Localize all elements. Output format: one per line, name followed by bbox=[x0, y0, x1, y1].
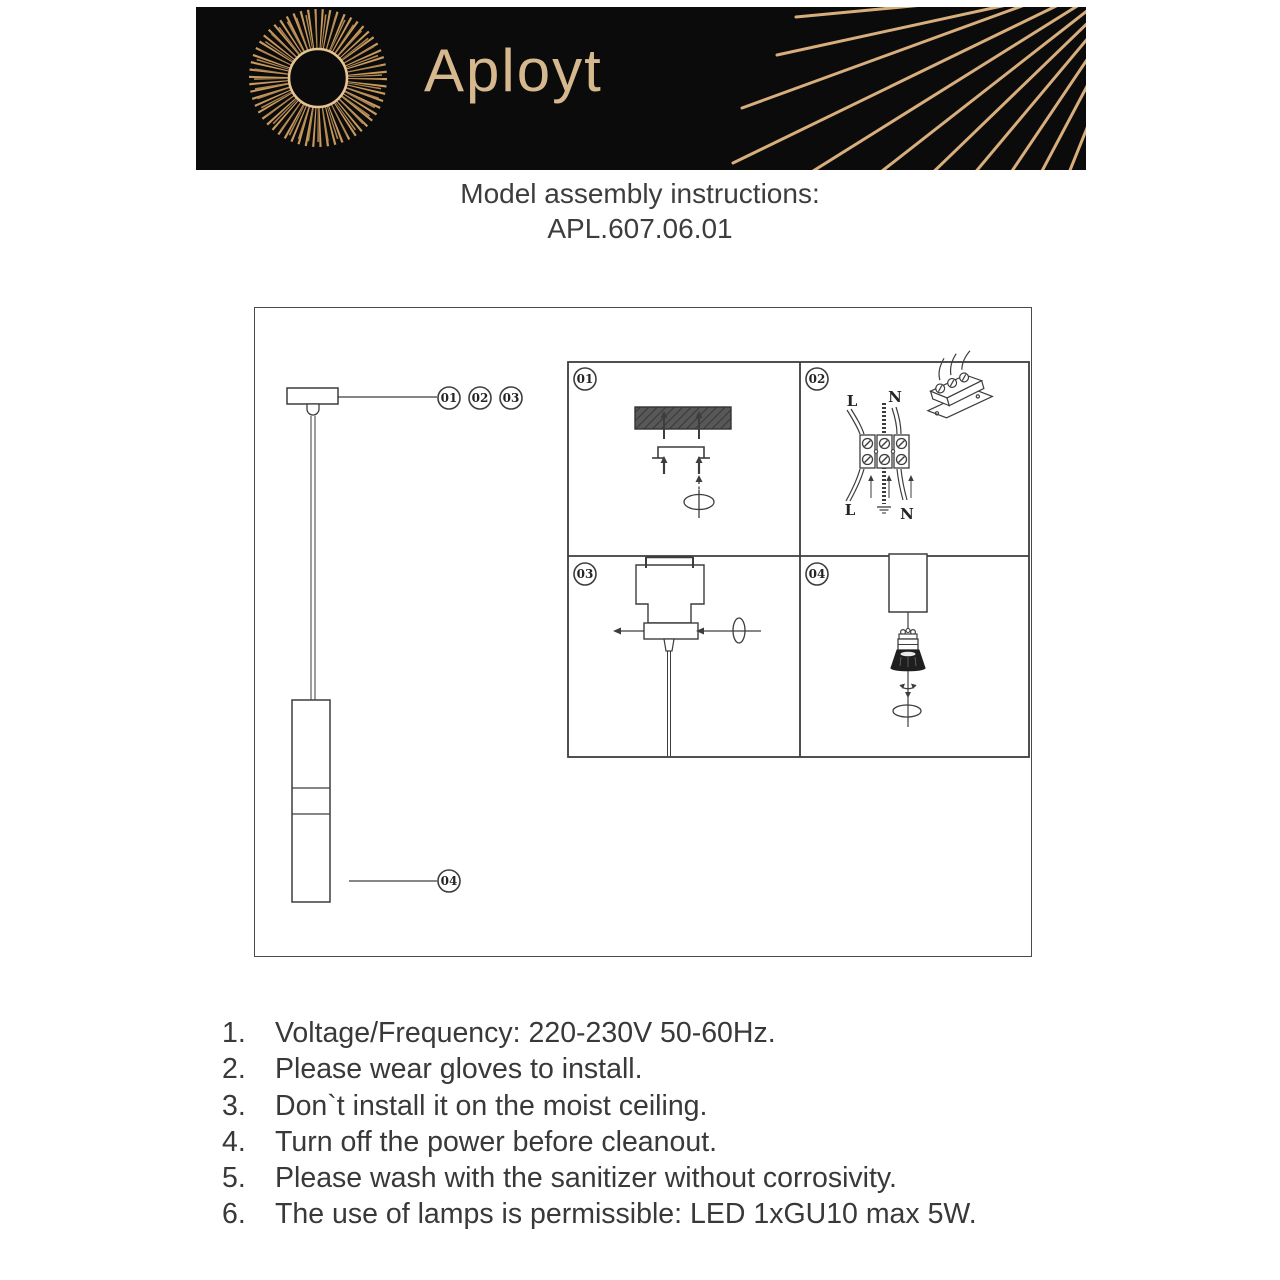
part-badge-01: 01 bbox=[440, 391, 458, 405]
model-number: APL.607.06.01 bbox=[547, 213, 733, 244]
assembly-diagram bbox=[254, 307, 1032, 957]
step-badge-01: 01 bbox=[576, 372, 594, 386]
wire-label-neutral-bottom: N bbox=[900, 505, 914, 523]
instruction-item bbox=[222, 1124, 1102, 1160]
instruction-number: 3. bbox=[222, 1089, 246, 1122]
screw-rotation-symbol bbox=[684, 475, 714, 518]
wire-label-live-top: L bbox=[846, 392, 858, 410]
instruction-item bbox=[222, 1160, 1102, 1196]
instruction-number: 4. bbox=[222, 1125, 246, 1158]
wire-label-live-bottom: L bbox=[844, 501, 856, 519]
step-badge-04: 04 bbox=[808, 567, 826, 581]
bulb-twist-symbol bbox=[893, 671, 921, 727]
part-badge-04: 04 bbox=[440, 874, 458, 888]
step-panel-03 bbox=[574, 557, 761, 756]
step-panel-04 bbox=[806, 554, 927, 727]
part-badge-03: 03 bbox=[502, 391, 520, 405]
part-badges-legend bbox=[438, 387, 522, 892]
cord-grip bbox=[664, 639, 674, 651]
instruction-item bbox=[222, 1051, 1102, 1087]
instruction-text: Voltage/Frequency: 220-230V 50-60Hz. bbox=[275, 1017, 776, 1049]
wire-direction-arrows bbox=[868, 475, 914, 498]
canopy-plate bbox=[644, 623, 698, 639]
instruction-item bbox=[222, 1088, 1102, 1124]
part-badge-02: 02 bbox=[471, 391, 489, 405]
ceiling-section bbox=[635, 407, 731, 429]
instruction-item bbox=[222, 1015, 1102, 1051]
instruction-item bbox=[222, 1196, 1102, 1232]
canopy-body bbox=[636, 565, 704, 623]
decorative-rays-icon bbox=[196, 7, 1086, 170]
brand-banner bbox=[196, 7, 1086, 170]
instruction-text: Please wear gloves to install. bbox=[275, 1053, 643, 1086]
instruction-text: Turn off the power before cleanout. bbox=[275, 1125, 718, 1158]
shade-tube bbox=[889, 554, 927, 612]
title-block bbox=[0, 176, 1280, 246]
step-panel-02 bbox=[806, 347, 995, 523]
instruction-text: The use of lamps is permissible: LED 1xGU10 max 5W. bbox=[275, 1198, 977, 1231]
step-badge-02: 02 bbox=[808, 372, 826, 386]
terminal-block bbox=[860, 435, 909, 468]
brand-name: Aployt bbox=[424, 37, 603, 104]
terminal-block-3d bbox=[915, 347, 995, 422]
instruction-text: Don`t install it on the moist ceiling. bbox=[275, 1089, 708, 1122]
instruction-text: Please wash with the sanitizer without corrosivity. bbox=[275, 1162, 897, 1195]
pendant-lamp-drawing bbox=[287, 388, 437, 902]
instruction-number: 5. bbox=[222, 1162, 246, 1195]
page-title: Model assembly instructions: bbox=[460, 178, 820, 209]
gu10-bulb bbox=[891, 629, 925, 671]
step-panel-01 bbox=[574, 368, 731, 518]
bracket-screws bbox=[661, 456, 703, 474]
step-badge-03: 03 bbox=[576, 567, 594, 581]
instruction-list bbox=[222, 1015, 1102, 1233]
instruction-number: 6. bbox=[222, 1198, 246, 1231]
wire-label-neutral-top: N bbox=[888, 388, 902, 406]
instruction-number: 2. bbox=[222, 1053, 246, 1086]
mounting-bracket bbox=[652, 447, 710, 458]
instruction-number: 1. bbox=[222, 1017, 246, 1049]
